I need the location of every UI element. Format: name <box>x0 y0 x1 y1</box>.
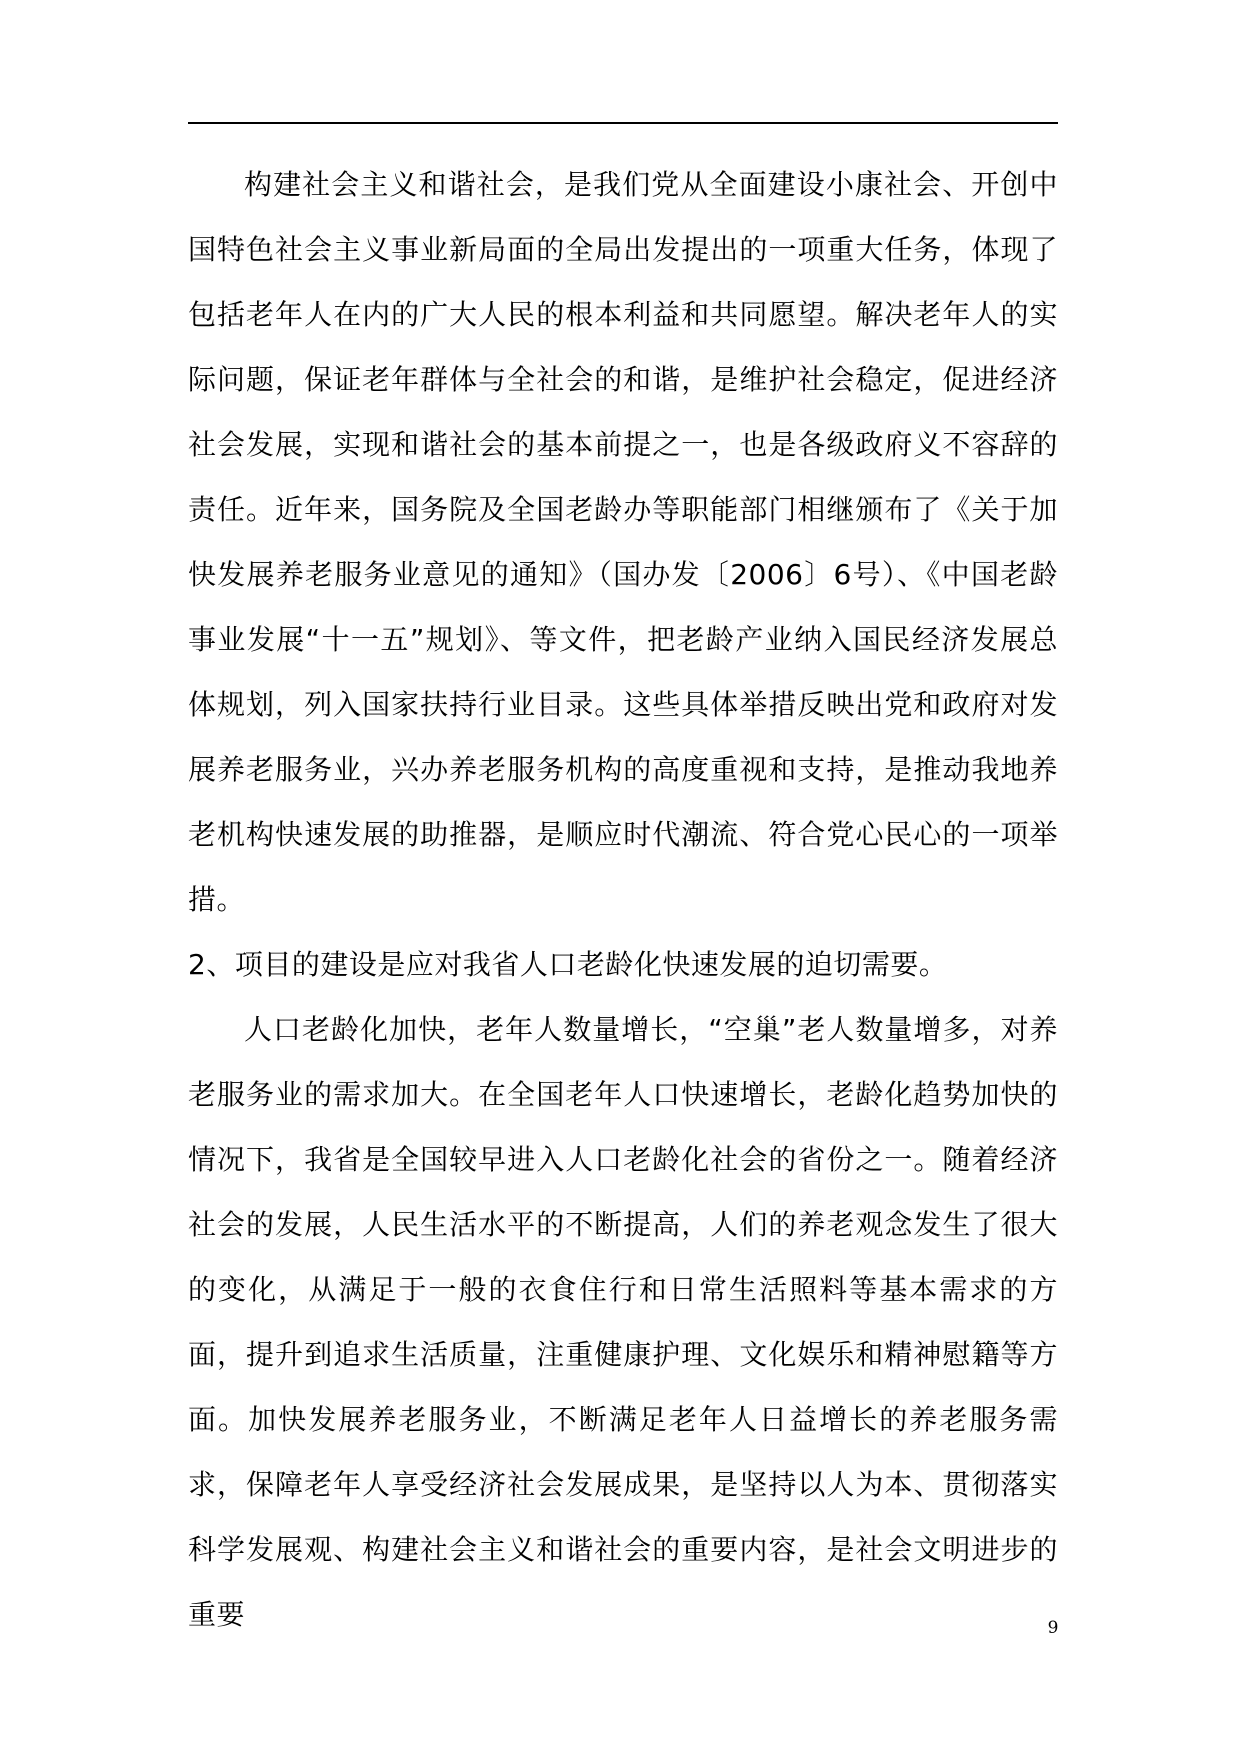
header-rule <box>188 122 1058 124</box>
paragraph-aging-population: 人口老龄化加快，老年人数量增长，“空巢”老人数量增多，对养老服务业的需求加大。在全国老年人口快速增长，老龄化趋势加快的情况下，我省是全国较早进入人口老龄化社会的省份之一。随着经济社会的发展，人民生活水平的不断提高，人们的养老观念发生了很大的变化，从满足于一般的衣食住行和日常生活照料等基本需求的方面，提升到追求生活质量，注重健康护理、文化娱乐和精神慰籍等方面。加快发展养老服务业，不断满足老年人日益增长的养老服务需求，保障老年人享受经济社会发展成果，是坚持以人为本、贯彻落实科学发展观、构建社会主义和谐社会的重要内容，是社会文明进步的重要 <box>188 1013 1058 1631</box>
section-heading-aging-need: 2、项目的建设是应对我省人口老龄化快速发展的迫切需要。 <box>188 948 948 981</box>
paragraph-harmonious-society: 构建社会主义和谐社会，是我们党从全面建设小康社会、开创中国特色社会主义事业新局面的全局出发提出的一项重大任务，体现了包括老年人在内的广大人民的根本利益和共同愿望。解决老年人的实际问题，保证老年群体与全社会的和谐，是维护社会稳定，促进经济社会发展，实现和谐社会的基本前提之一，也是各级政府义不容辞的责任。近年来，国务院及全国老龄办等职能部门相继颁布了《关于加快发展养老服务业意见的通知》（国办发〔2006〕6号）、《中国老龄事业发展“十一五”规划》、等文件，把老龄产业纳入国民经济发展总体规划，列入国家扶持行业目录。这些具体举措反映出党和政府对发展养老服务业，兴办养老服务机构的高度重视和支持，是推动我地养老机构快速发展的助推器，是顺应时代潮流、符合党心民心的一项举措。 <box>188 168 1058 916</box>
document-body <box>188 152 1058 1647</box>
page-number: 9 <box>1047 1618 1059 1638</box>
